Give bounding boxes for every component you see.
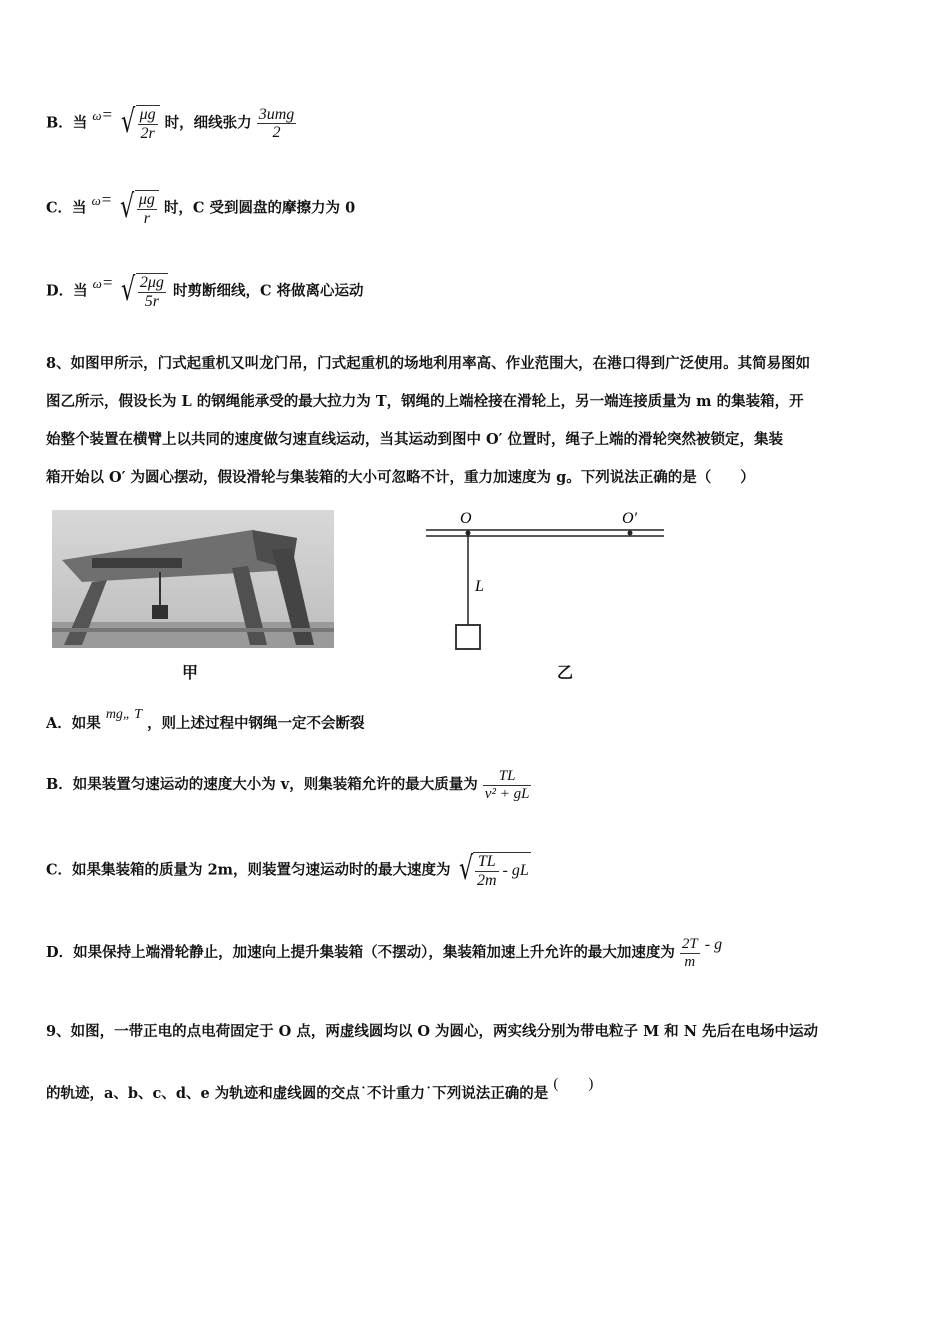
omega-symbol: ω: [91, 192, 101, 208]
frac-denominator: 2m: [476, 871, 497, 889]
q7-option-d: [46, 270, 364, 310]
q7-option-b: [46, 102, 296, 142]
label-o: O: [460, 510, 472, 527]
point-o-prime: [628, 531, 633, 536]
expression-tail: - gL: [502, 862, 529, 880]
frac-numerator: 3umg: [258, 105, 295, 123]
option-text: ，则上述过程中钢绳一定不会断裂: [147, 715, 365, 732]
frac-denominator: 2: [257, 123, 297, 142]
frac-denominator: 5r: [138, 292, 166, 311]
frac-numerator: 2T: [681, 936, 698, 952]
stem-text: 的轨迹，a、b、c、d、e 为轨迹和虚线圆的交点˙不计重力˙下列说法正确的是: [46, 1085, 549, 1102]
answer-parentheses: ( ): [553, 1076, 594, 1092]
frac-numerator: μg: [138, 191, 155, 208]
figure-b-label: 乙: [557, 663, 574, 682]
max-acceleration-fraction: [680, 936, 700, 970]
option-prefix: A．如果: [46, 715, 101, 732]
option-text: 时，细线张力: [164, 114, 252, 132]
sqrt-expression: √ $\frac{2\mu g}{5r}$: [118, 273, 167, 310]
frac-denominator: v² + gL: [484, 785, 530, 802]
q8-option-d: [46, 936, 722, 970]
q8-option-a: [46, 707, 365, 733]
q8-stem: [46, 345, 906, 497]
figure-a-label: 甲: [182, 663, 199, 682]
option-prefix: D．当: [46, 282, 88, 300]
stem-line: 箱开始以 O′ 为圆心摆动，假设滑轮与集装箱的大小可忽略不计，重力加速度为 g。下列说法正确的是（ ）: [46, 469, 755, 486]
option-text: 时，C 受到圆盘的摩擦力为 0: [163, 199, 356, 217]
stem-line: 8、如图甲所示，门式起重机又叫龙门吊，门式起重机的场地利用率高、作业范围大，在港口得到广泛使用。其简易图如: [46, 355, 811, 372]
equals-sign: =: [101, 189, 112, 209]
expression-tail: - g: [704, 936, 723, 953]
option-text: B．如果装置匀速运动的速度大小为 v，则集装箱允许的最大质量为: [46, 776, 478, 793]
container-box: [456, 625, 480, 649]
option-text: C．如果集装箱的质量为 2m，则装置匀速运动时的最大速度为: [46, 861, 451, 879]
q9-stem-line1: 9、如图，一带正电的点电荷固定于 O 点，两虚线圆均以 O 为圆心，两实线分别为带电粒子 M 和 N 先后在电场中运动: [46, 1023, 819, 1040]
omega-symbol: ω: [92, 275, 102, 291]
sqrt-expression: √ $\frac{\mu g}{r}$: [117, 190, 158, 227]
max-mass-fraction: [483, 768, 532, 802]
option-text: D．如果保持上端滑轮静止，加速向上提升集装箱（不摆动），集装箱加速上升允许的最大加速度为: [46, 944, 675, 961]
frac-denominator: 2r: [138, 124, 158, 143]
frac-numerator: 2μg: [139, 274, 164, 291]
tension-fraction: [257, 106, 297, 142]
equals-sign: =: [102, 272, 113, 292]
label-l: L: [475, 578, 484, 595]
omega-symbol: ω: [92, 107, 102, 123]
sqrt-expression: √ $\frac{TL}{2m}$ - gL: [458, 849, 529, 889]
frac-numerator: TL: [498, 768, 516, 784]
q9-stem-line2: [46, 1076, 594, 1103]
frac-denominator: m: [680, 953, 700, 971]
option-text: 时剪断细线，C 将做离心运动: [172, 282, 364, 300]
q8-option-c: [46, 849, 531, 889]
frac-denominator: r: [137, 209, 157, 228]
stem-line: 图乙所示，假设长为 L 的钢绳能承受的最大拉力为 T，钢绳的上端栓接在滑轮上，另一端连接质量为 m 的集装箱，开: [46, 393, 804, 410]
sqrt-expression: √ $\frac{\mu g}{2r}$: [118, 105, 159, 142]
label-o-prime: O′: [622, 510, 638, 527]
q8-option-b: [46, 768, 531, 802]
option-prefix: C．当: [46, 199, 87, 217]
stem-line: 始整个装置在横臂上以共同的速度做匀速直线运动，当其运动到图中 O′ 位置时，绳子上端的滑轮突然被锁定，集装: [46, 431, 784, 448]
equals-sign: =: [102, 104, 113, 124]
q7-option-c: [46, 187, 356, 227]
gantry-crane-photo: [52, 510, 334, 648]
inequality-expression: mg„ T: [105, 707, 142, 722]
frac-numerator: TL: [477, 853, 496, 870]
option-prefix: B．当: [46, 114, 88, 132]
frac-numerator: μg: [139, 106, 156, 123]
simple-crane-diagram: [420, 505, 670, 655]
